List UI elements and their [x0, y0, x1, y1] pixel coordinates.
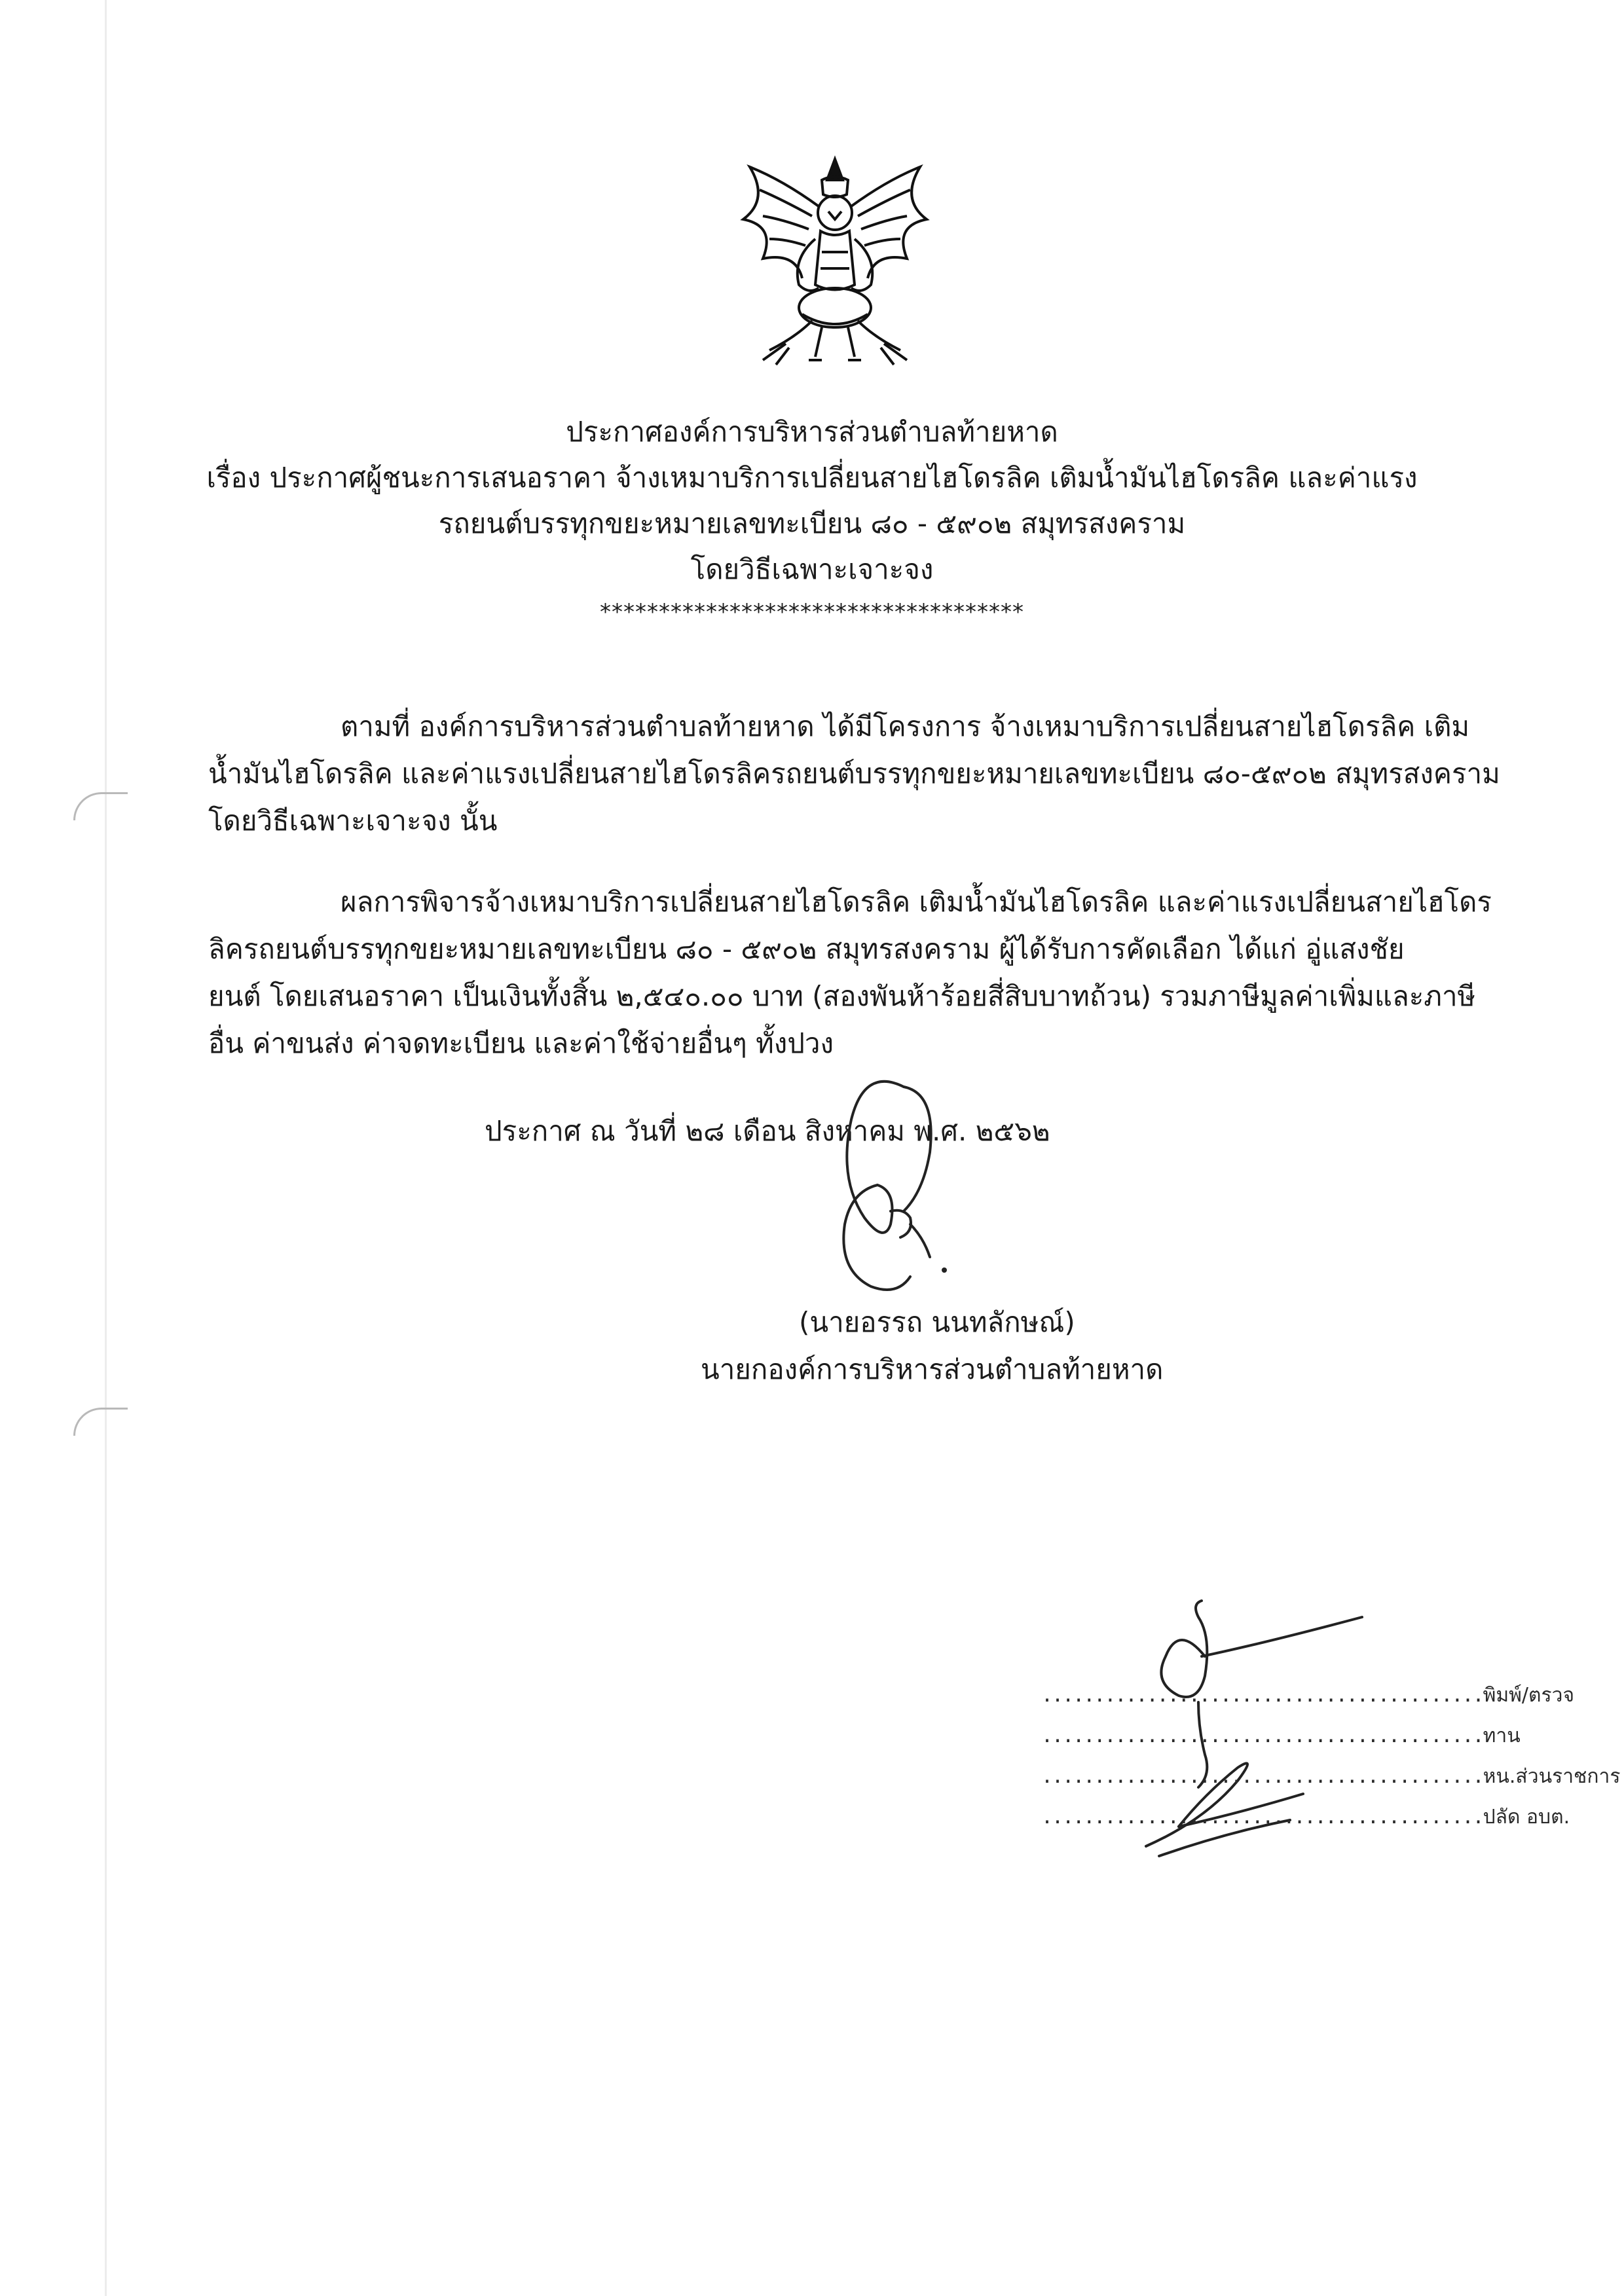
subject-line-1: เรื่อง ประกาศผู้ชนะการเสนอราคา จ้างเหมาบริการเปลี่ยนสายไฮโดรลิค เติมน้ำมันไฮโดรลิค และค่าแรง: [206, 462, 1418, 494]
footer-check-proofread: [1041, 1723, 1521, 1749]
footer-check-division-head: [1041, 1764, 1621, 1790]
footer-check-chief-administrator: [1041, 1804, 1570, 1831]
footer-label-proofread: ทาน: [1483, 1724, 1521, 1747]
paragraph-1-line-3: โดยวิธีเฉพาะเจาะจง นั้น: [208, 805, 498, 837]
footer-dots: ..........................................: [1041, 1765, 1483, 1788]
footer-label-division-head: หน.ส่วนราชการ: [1483, 1765, 1621, 1788]
footer-check-typed: [1041, 1683, 1574, 1709]
footer-dots: ..........................................: [1041, 1806, 1483, 1829]
method-line: โดยวิธีเฉพาะเจาะจง: [690, 553, 934, 585]
page-edge: [105, 0, 107, 2296]
footer-label-typed: พิมพ์/ตรวจ: [1483, 1684, 1575, 1707]
org-announcement-title: ประกาศองค์การบริหารส่วนตำบลท้ายหาด: [566, 416, 1058, 448]
handwritten-signature: [825, 1061, 995, 1309]
punch-hole-mark: [73, 1408, 128, 1436]
footer-label-chief-administrator: ปลัด อบต.: [1483, 1806, 1570, 1829]
footer-dots: ..........................................: [1041, 1684, 1483, 1707]
signatory-position: นายกองค์การบริหารส่วนตำบลท้ายหาด: [701, 1353, 1164, 1385]
footer-dots: ..........................................: [1041, 1724, 1483, 1747]
subject-line-2: รถยนต์บรรทุกขยะหมายเลขทะเบียน ๘๐ - ๕๙๐๒ สมุทรสงคราม: [438, 507, 1186, 539]
paragraph-2-line-4: อื่น ค่าขนส่ง ค่าจดทะเบียน และค่าใช้จ่ายอื่นๆ ทั้งปวง: [208, 1027, 834, 1059]
paragraph-1-line-2: น้ำมันไฮโดรลิค และค่าแรงเปลี่ยนสายไฮโดรลิครถยนต์บรรทุกขยะหมายเลขทะเบียน ๘๐-๕๙๐๒ สมุทรสงคราม: [208, 757, 1500, 790]
paragraph-2-line-3: ยนต์ โดยเสนอราคา เป็นเงินทั้งสิ้น ๒,๕๔๐.๐๐ บาท (สองพันห้าร้อยสี่สิบบาทถ้วน) รวมภาษีมูลค่าเพิ่มและภาษี: [208, 980, 1476, 1012]
garuda-emblem-icon: [724, 154, 946, 370]
asterisk-separator: ************************************: [600, 599, 1024, 625]
paragraph-1-line-1: ตามที่ องค์การบริหารส่วนตำบลท้ายหาด ได้มีโครงการ จ้างเหมาบริการเปลี่ยนสายไฮโดรลิค เติม: [341, 710, 1470, 742]
punch-hole-mark: [73, 792, 128, 820]
paragraph-2-line-1: ผลการพิจารจ้างเหมาบริการเปลี่ยนสายไฮโดรลิค เติมน้ำมันไฮโดรลิค และค่าแรงเปลี่ยนสายไฮโดร: [341, 886, 1492, 918]
paragraph-2-line-2: ลิครถยนต์บรรทุกขยะหมายเลขทะเบียน ๘๐ - ๕๙๐๒ สมุทรสงคราม ผู้ได้รับการคัดเลือก ได้แก่ อู่แสงชัย: [208, 933, 1405, 965]
signatory-name: (นายอรรถ นนทลักษณ์): [799, 1306, 1075, 1338]
announcement-date: ประกาศ ณ วันที่ ๒๘ เดือน สิงหาคม พ.ศ. ๒๕๖๒: [485, 1115, 1050, 1147]
